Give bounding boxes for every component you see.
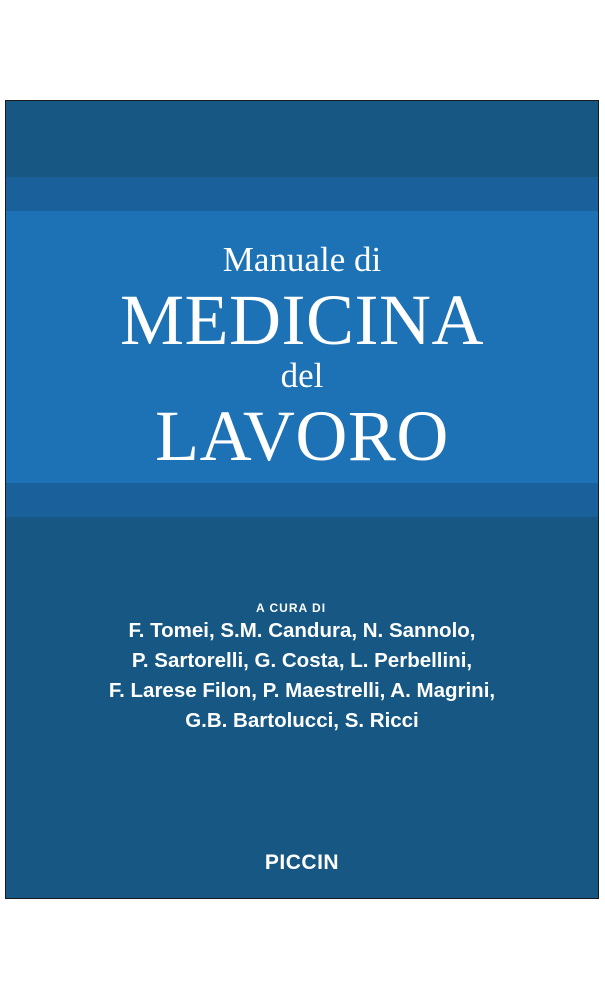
title-line-manuale: Manuale di bbox=[222, 240, 382, 279]
title-line-medicina: MEDICINA bbox=[120, 280, 484, 360]
editors-line-4: G.B. Bartolucci, S. Ricci bbox=[185, 709, 419, 732]
editors-heading: A CURA DI bbox=[255, 601, 327, 615]
editors-line-3: F. Larese Filon, P. Maestrelli, A. Magrini, bbox=[108, 679, 496, 702]
title-line-del: del bbox=[280, 356, 324, 395]
editors-line-2: P. Sartorelli, G. Costa, L. Perbellini, bbox=[131, 649, 473, 672]
title-line-lavoro: LAVORO bbox=[155, 396, 449, 476]
editors-block bbox=[6, 600, 598, 736]
book-cover bbox=[5, 100, 599, 899]
title-block bbox=[6, 211, 598, 483]
editors-line-1: F. Tomei, S.M. Candura, N. Sannolo, bbox=[128, 619, 476, 642]
publisher-name: PICCIN bbox=[264, 851, 340, 874]
